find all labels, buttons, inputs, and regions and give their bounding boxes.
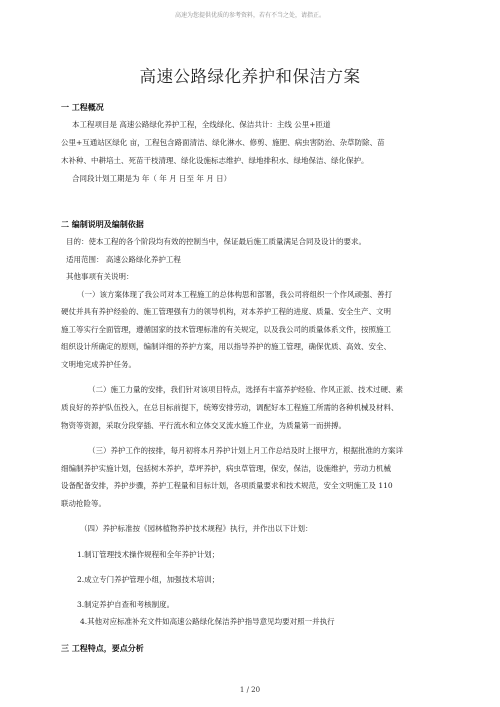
- paragraph-line: 木补种、中耕培土、死苗干枝清理、绿化设施标志维护、绿地排积水、绿地保洁、绿化保护。: [61, 156, 369, 165]
- paragraph-line: 联动抢险等。: [61, 499, 106, 508]
- paragraph-line: （一）该方案体现了我公司对本工程施工的总体构思和部署，我公司将组织一个作风顽强、善打: [77, 290, 392, 299]
- paragraph-line: 本工程项目是 高速公路绿化养护工程，全线绿化、保洁共计：主线 公里+匝道: [72, 120, 331, 129]
- paragraph-line: 细编制养护实施计划，包括树木养护，草坪养护，病虫草管理，保安，保洁，设施维护，劳动力机械: [61, 464, 391, 473]
- paragraph-line: 设备配备安排，养护步骤，养护工程量和目标计划，各项质量要求和技术规范，安全文明施工及 110: [61, 481, 393, 490]
- header-notice: 高速为您提供优质的参考资料，若有不当之处，请指正。: [174, 12, 325, 19]
- paragraph-line: 组织设计所确定的原则，编制详细的养护方案，用以指导养护的施工管理，确保优质、高效、安全、: [61, 342, 391, 351]
- page-number: 1 / 20: [239, 686, 261, 694]
- list-item: 2.成立专门养护管理小组，加强技术培训；: [77, 575, 220, 584]
- paragraph-line: 物资等资源，采取分段穿插、平行流水和立体交叉流水施工作业，为质量第一而拼搏。: [61, 421, 346, 430]
- section-heading-overview: 一 工程概况: [61, 103, 104, 112]
- paragraph-line: 目的：使本工程的各个阶段均有效的控制当中，保证最后施工质量满足合同及设计的要求。: [66, 237, 366, 246]
- paragraph-line: 合同段计划工期是为 年（ 年 月 日至 年 月 日）: [72, 174, 232, 183]
- paragraph-line: 公里+互通站区绿化 亩，工程包含路面清洁、绿化淋水、修剪、施肥、病虫害防治、杂草防除、苗: [61, 138, 385, 147]
- paragraph-line: 质良好的养护队伍投入，在总目标前提下，统筹安排劳动，调配好本工程施工所需的各种机械及材料、: [61, 403, 399, 412]
- paragraph-line: 文明地完成养护任务。: [61, 360, 136, 369]
- paragraph-line: 硬仗并具有养护经验的、施工管理强有力的领导机构，对本养护工程的进度、质量、安全生产、文明: [61, 307, 391, 316]
- paragraph-line: （四）养护标准按《园林植物养护技术规程》执行，并作出以下计划：: [80, 524, 313, 533]
- section-heading-basis: 二 编制说明及编制依据: [61, 220, 144, 229]
- list-item: 3.制定养护自查和考核制度。: [77, 600, 175, 609]
- section-heading-features: 三 工程特点，要点分析: [61, 644, 144, 653]
- paragraph-line: （二）施工力量的安排，我们针对该项目特点，选择有丰富养护经验、作风正派、技术过硬、素: [88, 385, 403, 394]
- paragraph-line: 适用范围： 高速公路绿化养护工程: [66, 255, 181, 264]
- document-title: 高速公路绿化养护和保洁方案: [139, 67, 361, 86]
- paragraph-line: 施工等实行全面管理，遵循国家的技术管理标准的有关规定，以及我公司的质量体系文件，按照施工: [61, 325, 391, 334]
- list-item: 4.其他对应标准补充文件如高速公路绿化保洁养护指导意见均要对照一并执行: [80, 617, 335, 626]
- list-item: 1.制订管理技术操作规程和全年养护计划；: [77, 550, 220, 559]
- paragraph-line: 其他事项有关说明：: [66, 272, 134, 281]
- paragraph-line: （三）养护工作的按排，每月初将本月养护计划上月工作总结及时上报甲方，根据批准的方案详: [88, 446, 403, 455]
